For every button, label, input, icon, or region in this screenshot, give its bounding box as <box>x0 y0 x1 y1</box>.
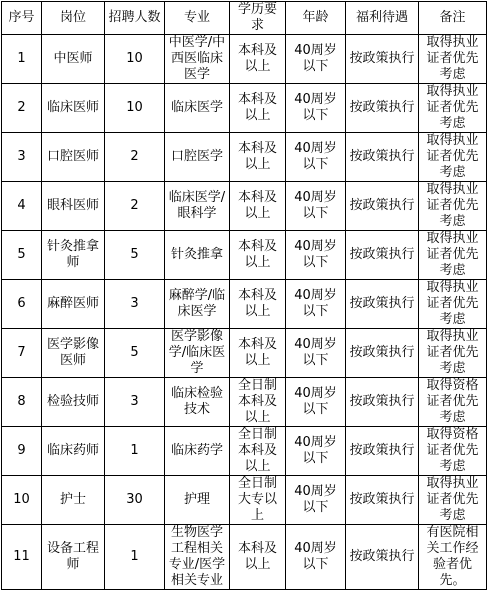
cell-major: 护理 <box>165 476 230 525</box>
cell-post: 眼科医师 <box>42 182 105 231</box>
cell-education: 本科及以上 <box>230 329 286 378</box>
cell-benefit: 按政策执行 <box>346 84 419 133</box>
cell-post: 临床医师 <box>42 84 105 133</box>
cell-post: 医学影像医师 <box>42 329 105 378</box>
cell-no: 7 <box>2 329 42 378</box>
cell-note: 取得执业证者优先考虑 <box>419 182 487 231</box>
header-count: 招聘人数 <box>105 2 165 35</box>
cell-post: 麻醉医师 <box>42 280 105 329</box>
cell-age: 40周岁以下 <box>286 231 346 280</box>
table-row <box>2 35 487 84</box>
cell-count: 2 <box>105 133 165 182</box>
cell-benefit: 按政策执行 <box>346 231 419 280</box>
header-age: 年龄 <box>286 2 346 35</box>
cell-count: 1 <box>105 525 165 590</box>
cell-note: 取得资格证者优先考虑 <box>419 427 487 476</box>
cell-note: 取得执业证者优先考虑 <box>419 231 487 280</box>
cell-benefit: 按政策执行 <box>346 525 419 590</box>
table-header <box>2 2 487 35</box>
header-row <box>2 2 487 35</box>
cell-note: 取得执业证者优先考虑 <box>419 84 487 133</box>
cell-age: 40周岁以下 <box>286 476 346 525</box>
table-row <box>2 525 487 590</box>
cell-education: 本科及以上 <box>230 35 286 84</box>
cell-no: 11 <box>2 525 42 590</box>
cell-post: 护士 <box>42 476 105 525</box>
table-row <box>2 378 487 427</box>
cell-age: 40周岁以下 <box>286 378 346 427</box>
cell-no: 2 <box>2 84 42 133</box>
header-post: 岗位 <box>42 2 105 35</box>
cell-age: 40周岁以下 <box>286 133 346 182</box>
cell-note: 取得执业证者优先考虑 <box>419 35 487 84</box>
cell-education: 本科及以上 <box>230 231 286 280</box>
cell-no: 6 <box>2 280 42 329</box>
cell-benefit: 按政策执行 <box>346 133 419 182</box>
cell-count: 10 <box>105 84 165 133</box>
table-row <box>2 84 487 133</box>
cell-count: 10 <box>105 35 165 84</box>
cell-benefit: 按政策执行 <box>346 476 419 525</box>
cell-major: 临床药学 <box>165 427 230 476</box>
cell-age: 40周岁以下 <box>286 182 346 231</box>
cell-note: 取得执业证者优先考虑 <box>419 476 487 525</box>
cell-benefit: 按政策执行 <box>346 427 419 476</box>
cell-count: 2 <box>105 182 165 231</box>
header-benefit: 福利待遇 <box>346 2 419 35</box>
cell-count: 1 <box>105 427 165 476</box>
header-note: 备注 <box>419 2 487 35</box>
cell-count: 3 <box>105 280 165 329</box>
cell-major: 中医学/中西医临床医学 <box>165 35 230 84</box>
cell-note: 取得执业证者优先考虑 <box>419 329 487 378</box>
cell-benefit: 按政策执行 <box>346 35 419 84</box>
cell-post: 针灸推拿师 <box>42 231 105 280</box>
cell-major: 口腔医学 <box>165 133 230 182</box>
cell-major: 医学影像学/临床医学 <box>165 329 230 378</box>
cell-major: 生物医学工程相关专业/医学相关专业 <box>165 525 230 590</box>
cell-note: 取得执业证者优先考虑 <box>419 280 487 329</box>
cell-education: 全日制本科及以上 <box>230 427 286 476</box>
cell-education: 全日制大专以上 <box>230 476 286 525</box>
cell-major: 临床医学 <box>165 84 230 133</box>
cell-count: 3 <box>105 378 165 427</box>
cell-major: 针灸推拿 <box>165 231 230 280</box>
cell-age: 40周岁以下 <box>286 525 346 590</box>
cell-age: 40周岁以下 <box>286 280 346 329</box>
header-no: 序号 <box>2 2 42 35</box>
cell-benefit: 按政策执行 <box>346 280 419 329</box>
cell-benefit: 按政策执行 <box>346 329 419 378</box>
table-row <box>2 280 487 329</box>
cell-major: 麻醉学/临床医学 <box>165 280 230 329</box>
cell-age: 40周岁以下 <box>286 329 346 378</box>
cell-benefit: 按政策执行 <box>346 378 419 427</box>
cell-education: 本科及以上 <box>230 84 286 133</box>
table-row <box>2 427 487 476</box>
cell-age: 40周岁以下 <box>286 84 346 133</box>
table-row <box>2 329 487 378</box>
table-row <box>2 133 487 182</box>
cell-no: 10 <box>2 476 42 525</box>
cell-education: 本科及以上 <box>230 182 286 231</box>
cell-post: 临床药师 <box>42 427 105 476</box>
cell-no: 3 <box>2 133 42 182</box>
cell-major: 临床医学/眼科学 <box>165 182 230 231</box>
table-body <box>2 35 487 590</box>
cell-major: 临床检验技术 <box>165 378 230 427</box>
header-education: 学历要求 <box>230 2 286 35</box>
cell-post: 口腔医师 <box>42 133 105 182</box>
cell-note: 有医院相关工作经验者优先。 <box>419 525 487 590</box>
cell-count: 30 <box>105 476 165 525</box>
cell-post: 中医师 <box>42 35 105 84</box>
table-row <box>2 476 487 525</box>
cell-age: 40周岁以下 <box>286 35 346 84</box>
table-row <box>2 231 487 280</box>
cell-education: 全日制本科及以上 <box>230 378 286 427</box>
table-row <box>2 182 487 231</box>
cell-no: 1 <box>2 35 42 84</box>
cell-note: 取得资格证者优先考虑 <box>419 378 487 427</box>
cell-count: 5 <box>105 231 165 280</box>
cell-age: 40周岁以下 <box>286 427 346 476</box>
cell-no: 4 <box>2 182 42 231</box>
cell-post: 检验技师 <box>42 378 105 427</box>
cell-no: 5 <box>2 231 42 280</box>
cell-note: 取得执业证者优先考虑 <box>419 133 487 182</box>
cell-education: 本科及以上 <box>230 280 286 329</box>
cell-benefit: 按政策执行 <box>346 182 419 231</box>
cell-post: 设备工程师 <box>42 525 105 590</box>
cell-count: 5 <box>105 329 165 378</box>
cell-no: 9 <box>2 427 42 476</box>
recruitment-table <box>1 1 487 590</box>
cell-no: 8 <box>2 378 42 427</box>
cell-education: 本科及以上 <box>230 133 286 182</box>
cell-education: 本科及以上 <box>230 525 286 590</box>
header-major: 专业 <box>165 2 230 35</box>
